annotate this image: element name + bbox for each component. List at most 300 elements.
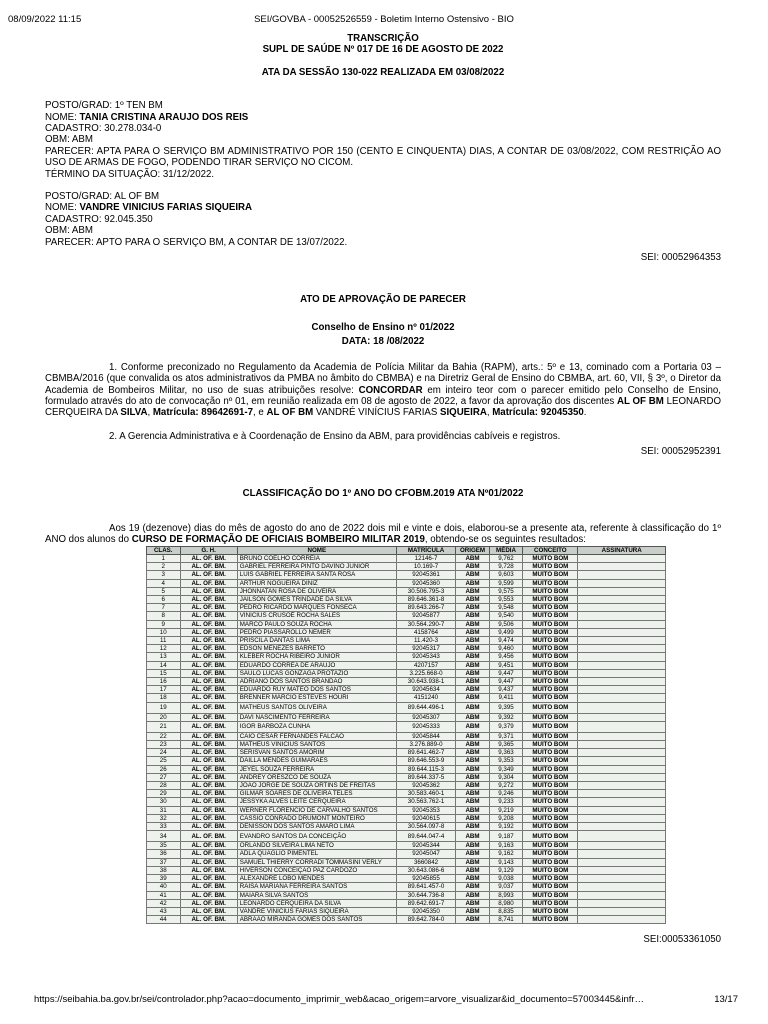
cell-media: 9,187	[489, 831, 523, 842]
cell-media: 9,728	[489, 563, 523, 571]
cell-gh: AL. OF. BM.	[180, 713, 237, 721]
p1-posto: POSTO/GRAD: 1º TEN BM	[45, 100, 163, 112]
cell-conceito: MUITO BOM	[523, 790, 578, 798]
cell-gh: AL. OF. BM.	[180, 883, 237, 891]
cell-origem: ABM	[456, 571, 490, 579]
cell-matricula: 30.643.938-1	[396, 678, 455, 686]
table-row	[147, 637, 666, 645]
cell-clas: 34	[147, 831, 181, 842]
cell-gh: AL. OF. BM.	[180, 850, 237, 858]
cell-media: 9,599	[489, 579, 523, 587]
cell-assinatura	[578, 790, 666, 798]
cell-clas: 9	[147, 620, 181, 628]
table-row	[147, 749, 666, 757]
cell-matricula: 89.646.553-9	[396, 757, 455, 765]
cell-clas: 43	[147, 907, 181, 915]
cell-assinatura	[578, 907, 666, 915]
cell-origem: ABM	[456, 883, 490, 891]
cell-conceito: MUITO BOM	[523, 721, 578, 732]
cell-clas: 39	[147, 875, 181, 883]
p2-obm: OBM: ABM	[45, 225, 93, 237]
p1-cadastro: CADASTRO: 30.278.034-0	[45, 123, 162, 135]
cell-assinatura	[578, 782, 666, 790]
cell-assinatura	[578, 653, 666, 661]
cell-media: 9,037	[489, 883, 523, 891]
cell-clas: 27	[147, 773, 181, 781]
cell-assinatura	[578, 814, 666, 822]
cell-nome: PEDRO RICARDO MARQUES FONSECA	[237, 604, 396, 612]
cell-conceito: MUITO BOM	[523, 686, 578, 694]
cell-gh: AL. OF. BM.	[180, 891, 237, 899]
cell-conceito: MUITO BOM	[523, 612, 578, 620]
cell-origem: ABM	[456, 686, 490, 694]
cell-assinatura	[578, 831, 666, 842]
cell-media: 9,143	[489, 858, 523, 866]
cell-gh: AL. OF. BM.	[180, 612, 237, 620]
cell-assinatura	[578, 571, 666, 579]
cell-nome: JOÃO JORGE DE SOUZA ORTINS DE FREITAS	[237, 782, 396, 790]
cell-clas: 30	[147, 798, 181, 806]
print-footer	[34, 994, 738, 1005]
cell-nome: ANDREY ORESZCO DE SOUZA	[237, 773, 396, 781]
col-media: MÉDIA	[489, 546, 523, 554]
cell-gh: AL. OF. BM.	[180, 628, 237, 636]
cell-conceito: MUITO BOM	[523, 694, 578, 702]
cell-conceito: MUITO BOM	[523, 702, 578, 713]
p2-parecer: PARECER: APTO PARA O SERVIÇO BM, A CONTAR DE 13/07/2022.	[45, 236, 348, 248]
cell-nome: MARCO PAULO SOUZA ROCHA	[237, 620, 396, 628]
cell-gh: AL. OF. BM.	[180, 907, 237, 915]
cell-origem: ABM	[456, 604, 490, 612]
cell-nome: DAILLA MENDES GUIMARAES	[237, 757, 396, 765]
classification-table	[146, 546, 666, 925]
cell-matricula: 4151240	[396, 694, 455, 702]
cell-matricula: 30.564.290-7	[396, 620, 455, 628]
cell-clas: 36	[147, 850, 181, 858]
cell-conceito: MUITO BOM	[523, 814, 578, 822]
cell-gh: AL. OF. BM.	[180, 757, 237, 765]
table-row	[147, 866, 666, 874]
cell-assinatura	[578, 628, 666, 636]
cell-nome: LEONARDO CERQUEIRA DA SILVA	[237, 899, 396, 907]
cell-gh: AL. OF. BM.	[180, 653, 237, 661]
cell-matricula: 89.644.115-3	[396, 765, 455, 773]
cell-media: 9,548	[489, 604, 523, 612]
cell-origem: ABM	[456, 790, 490, 798]
cell-gh: AL. OF. BM.	[180, 782, 237, 790]
cell-origem: ABM	[456, 721, 490, 732]
cell-gh: AL. OF. BM.	[180, 732, 237, 740]
cell-assinatura	[578, 713, 666, 721]
cell-conceito: MUITO BOM	[523, 571, 578, 579]
cell-matricula: 92045343	[396, 653, 455, 661]
table-row	[147, 850, 666, 858]
cell-media: 9,395	[489, 702, 523, 713]
cell-clas: 17	[147, 686, 181, 694]
cell-gh: AL. OF. BM.	[180, 773, 237, 781]
cell-conceito: MUITO BOM	[523, 806, 578, 814]
cell-assinatura	[578, 686, 666, 694]
cell-nome: JESSYKA ALVES LEITE CERQUEIRA	[237, 798, 396, 806]
cell-media: 9,219	[489, 806, 523, 814]
cell-matricula: 92045047	[396, 850, 455, 858]
cell-assinatura	[578, 883, 666, 891]
table-row	[147, 875, 666, 883]
cell-conceito: MUITO BOM	[523, 604, 578, 612]
cell-assinatura	[578, 554, 666, 562]
cell-nome: LUIS GABRIEL FERREIRA SANTA ROSA	[237, 571, 396, 579]
ata-heading: ATA DA SESSÃO 130-022 REALIZADA EM 03/08/2022	[261, 66, 505, 78]
cell-assinatura	[578, 620, 666, 628]
cell-conceito: MUITO BOM	[523, 858, 578, 866]
cell-assinatura	[578, 798, 666, 806]
cell-assinatura	[578, 773, 666, 781]
cell-assinatura	[578, 604, 666, 612]
cell-origem: ABM	[456, 875, 490, 883]
cell-assinatura	[578, 678, 666, 686]
cell-clas: 8	[147, 612, 181, 620]
table-row	[147, 831, 666, 842]
cell-clas: 44	[147, 916, 181, 924]
cell-origem: ABM	[456, 554, 490, 562]
cell-nome: ABRAÃO MIRANDA GOMES DOS SANTOS	[237, 916, 396, 924]
cell-origem: ABM	[456, 661, 490, 669]
cell-origem: ABM	[456, 713, 490, 721]
table-row	[147, 899, 666, 907]
cell-matricula: 89.644.337-5	[396, 773, 455, 781]
cell-nome: RAISA MARIANA FERREIRA SANTOS	[237, 883, 396, 891]
cell-media: 9,349	[489, 765, 523, 773]
p1-termino: TÉRMINO DA SITUAÇÃO: 31/12/2022.	[45, 168, 215, 180]
cell-gh: AL. OF. BM.	[180, 694, 237, 702]
cell-media: 9,540	[489, 612, 523, 620]
cell-assinatura	[578, 612, 666, 620]
cell-matricula: 92045855	[396, 875, 455, 883]
table-header-row	[147, 546, 666, 554]
print-url: https://seibahia.ba.gov.br/sei/controlador.php?acao=documento_imprimir_web&acao_origem=arvore_visualizar&id_documento=57003445&infr…	[34, 994, 645, 1005]
table-row	[147, 596, 666, 604]
cell-clas: 20	[147, 713, 181, 721]
cell-nome: CAIO CESAR FERNANDES FALCÃO	[237, 732, 396, 740]
table-row	[147, 757, 666, 765]
table-row	[147, 571, 666, 579]
cell-media: 9,038	[489, 875, 523, 883]
cell-matricula: 30.644.736-8	[396, 891, 455, 899]
cell-assinatura	[578, 694, 666, 702]
cell-nome: JAILSON GOMES TRINDADE DA SILVA	[237, 596, 396, 604]
table-row	[147, 653, 666, 661]
cell-conceito: MUITO BOM	[523, 842, 578, 850]
table-row	[147, 732, 666, 740]
cell-matricula: 92045333	[396, 721, 455, 732]
table-row	[147, 604, 666, 612]
cell-gh: AL. OF. BM.	[180, 554, 237, 562]
cell-clas: 35	[147, 842, 181, 850]
cell-conceito: MUITO BOM	[523, 907, 578, 915]
cell-nome: SERISVAN SANTOS AMORIM	[237, 749, 396, 757]
cell-conceito: MUITO BOM	[523, 782, 578, 790]
cell-nome: ARTHUR NOGUEIRA DINIZ	[237, 579, 396, 587]
cell-clas: 3	[147, 571, 181, 579]
cell-matricula: 12146-7	[396, 554, 455, 562]
table-row	[147, 587, 666, 595]
col-origem: ORIGEM	[456, 546, 490, 554]
cell-nome: KLEBER ROCHA RIBEIRO JUNIOR	[237, 653, 396, 661]
cell-clas: 13	[147, 653, 181, 661]
table-row	[147, 713, 666, 721]
cell-assinatura	[578, 587, 666, 595]
table-row	[147, 907, 666, 915]
cell-matricula: 3.225.668-0	[396, 669, 455, 677]
cell-assinatura	[578, 757, 666, 765]
table-row	[147, 883, 666, 891]
cell-matricula: 89.644.047-4	[396, 831, 455, 842]
cell-nome: SAMUEL THIERRY CORRADI TOMMASINI VERLY	[237, 858, 396, 866]
cell-assinatura	[578, 875, 666, 883]
cell-origem: ABM	[456, 866, 490, 874]
cell-clas: 10	[147, 628, 181, 636]
cell-matricula: 4207157	[396, 661, 455, 669]
cell-nome: JEYEL SOUZA FERREIRA	[237, 765, 396, 773]
transcricao-heading: TRANSCRIÇÃO	[347, 33, 419, 44]
cell-conceito: MUITO BOM	[523, 563, 578, 571]
table-row	[147, 741, 666, 749]
cell-gh: AL. OF. BM.	[180, 916, 237, 924]
cell-nome: SAULO LUCAS GONZAGA PROTAZIO	[237, 669, 396, 677]
cell-nome: HIVERSON CONCEIÇÃO PAZ CARDOZO	[237, 866, 396, 874]
cell-conceito: MUITO BOM	[523, 831, 578, 842]
ato-heading: ATO DE APROVAÇÃO DE PARECER	[300, 293, 466, 305]
cell-conceito: MUITO BOM	[523, 669, 578, 677]
cell-gh: AL. OF. BM.	[180, 669, 237, 677]
cell-origem: ABM	[456, 757, 490, 765]
cell-clas: 38	[147, 866, 181, 874]
cell-conceito: MUITO BOM	[523, 773, 578, 781]
table-row	[147, 823, 666, 831]
cell-clas: 37	[147, 858, 181, 866]
ato-paragraph-1: 1. Conforme preconizado no Regulamento da Academia de Polícia Militar da Bahia (RAPM), arts.: 5º e 13, cominado com a Portaria 03 – CBMBA/2016 (que convalida os atos administrativos da PMBA no âmbito do CBMBA) e na Diretriz Geral de Ensino do CBMBA, art. 60, VII, § 3º, o Diretor da Academia de Bombeiros Militar, no uso de suas atribuições resolve: CONCORDAR em inteiro teor com o parecer emitido pelo Conselho de Ensino, formulado através do ato de convocação nº 01, em reunião realizada em 08 de agosto de 2022, a favor da aprovação dos discentes AL OF BM LEONARDO CERQUEIRA DA SILVA, Matrícula: 89642691-7, e AL OF BM VANDRÉ VINÍCIUS FARIAS SIQUEIRA, Matrícula: 92045350.	[45, 361, 721, 419]
cell-conceito: MUITO BOM	[523, 587, 578, 595]
table-row	[147, 765, 666, 773]
cell-conceito: MUITO BOM	[523, 798, 578, 806]
cell-nome: EVANDRO SANTOS DA CONCEIÇÃO	[237, 831, 396, 842]
cell-gh: AL. OF. BM.	[180, 571, 237, 579]
cell-matricula: 30.643.086-6	[396, 866, 455, 874]
data-heading: DATA: 18 /08/2022	[341, 336, 425, 348]
cell-clas: 21	[147, 721, 181, 732]
cell-media: 9,456	[489, 653, 523, 661]
p2-cadastro: CADASTRO: 92.045.350	[45, 213, 153, 225]
cell-conceito: MUITO BOM	[523, 850, 578, 858]
sei-number-1: SEI: 00052964353	[640, 252, 721, 264]
cell-conceito: MUITO BOM	[523, 875, 578, 883]
cell-assinatura	[578, 850, 666, 858]
cell-clas: 5	[147, 587, 181, 595]
cell-clas: 4	[147, 579, 181, 587]
cell-nome: ORLANDO SILVEIRA LIMA NETO	[237, 842, 396, 850]
cell-matricula: 92045353	[396, 806, 455, 814]
cell-clas: 31	[147, 806, 181, 814]
cell-nome: PRISCILA DANTAS LIMA	[237, 637, 396, 645]
cell-clas: 29	[147, 790, 181, 798]
cell-media: 9,575	[489, 587, 523, 595]
cell-assinatura	[578, 858, 666, 866]
cell-gh: AL. OF. BM.	[180, 790, 237, 798]
cell-clas: 6	[147, 596, 181, 604]
cell-nome: DAVI NASCIMENTO FERREIRA	[237, 713, 396, 721]
cell-media: 9,460	[489, 645, 523, 653]
cell-origem: ABM	[456, 814, 490, 822]
p2-nome: NOME: VANDRE VINICIUS FARIAS SIQUEIRA	[45, 202, 253, 214]
cell-conceito: MUITO BOM	[523, 891, 578, 899]
cell-media: 9,437	[489, 686, 523, 694]
cell-assinatura	[578, 579, 666, 587]
cell-media: 9,762	[489, 554, 523, 562]
cell-nome: EDSON MENEZES BARRETO	[237, 645, 396, 653]
cell-assinatura	[578, 823, 666, 831]
p1-nome: NOME: TANIA CRISTINA ARAUJO DOS REIS	[45, 111, 249, 123]
cell-conceito: MUITO BOM	[523, 823, 578, 831]
cell-matricula: 30.506.795-3	[396, 587, 455, 595]
cell-clas: 25	[147, 757, 181, 765]
cell-matricula: 92045344	[396, 842, 455, 850]
table-row	[147, 790, 666, 798]
cell-assinatura	[578, 661, 666, 669]
cell-media: 9,162	[489, 850, 523, 858]
table-row	[147, 702, 666, 713]
cell-clas: 41	[147, 891, 181, 899]
cell-clas: 24	[147, 749, 181, 757]
cell-conceito: MUITO BOM	[523, 757, 578, 765]
cell-media: 9,474	[489, 637, 523, 645]
col-gh: G. H.	[180, 546, 237, 554]
table-row	[147, 612, 666, 620]
col-assinatura: ASSINATURA	[578, 546, 666, 554]
cell-nome: BRENNER MARCIO ESTEVES HOURI	[237, 694, 396, 702]
col-clas: CLAS.	[147, 546, 181, 554]
cell-clas: 12	[147, 645, 181, 653]
cell-origem: ABM	[456, 831, 490, 842]
cell-assinatura	[578, 732, 666, 740]
cell-media: 9,411	[489, 694, 523, 702]
cell-media: 9,365	[489, 741, 523, 749]
cell-conceito: MUITO BOM	[523, 645, 578, 653]
cell-assinatura	[578, 702, 666, 713]
cell-assinatura	[578, 669, 666, 677]
table-row	[147, 891, 666, 899]
cell-gh: AL. OF. BM.	[180, 866, 237, 874]
cell-matricula: 89.642.784-0	[396, 916, 455, 924]
cell-conceito: MUITO BOM	[523, 554, 578, 562]
cell-clas: 1	[147, 554, 181, 562]
cell-assinatura	[578, 891, 666, 899]
cell-matricula: 92045307	[396, 713, 455, 721]
table-row	[147, 686, 666, 694]
cell-origem: ABM	[456, 823, 490, 831]
cell-assinatura	[578, 596, 666, 604]
p2-posto: POSTO/GRAD: AL OF BM	[45, 191, 160, 203]
cell-origem: ABM	[456, 678, 490, 686]
cell-matricula: 92045634	[396, 686, 455, 694]
cell-origem: ABM	[456, 891, 490, 899]
cell-gh: AL. OF. BM.	[180, 661, 237, 669]
cell-matricula: 89.643.266-7	[396, 604, 455, 612]
cell-origem: ABM	[456, 637, 490, 645]
cell-gh: AL. OF. BM.	[180, 620, 237, 628]
table-row	[147, 773, 666, 781]
col-conceito: CONCEITO	[523, 546, 578, 554]
cell-assinatura	[578, 749, 666, 757]
cell-gh: AL. OF. BM.	[180, 798, 237, 806]
cell-conceito: MUITO BOM	[523, 596, 578, 604]
cell-conceito: MUITO BOM	[523, 637, 578, 645]
cell-conceito: MUITO BOM	[523, 579, 578, 587]
cell-nome: GABRIEL FERREIRA PINTO DAVINO JUNIOR	[237, 563, 396, 571]
cell-matricula: 89.644.496-1	[396, 702, 455, 713]
cell-origem: ABM	[456, 858, 490, 866]
cell-matricula: 92045360	[396, 579, 455, 587]
cell-conceito: MUITO BOM	[523, 620, 578, 628]
cell-media: 9,553	[489, 596, 523, 604]
page-number: 13/17	[714, 994, 738, 1005]
document-body	[45, 33, 721, 946]
cell-nome: PEDRO PIASSAROLLO NEMER	[237, 628, 396, 636]
cell-gh: AL. OF. BM.	[180, 579, 237, 587]
cell-origem: ABM	[456, 612, 490, 620]
cell-clas: 16	[147, 678, 181, 686]
cell-media: 9,163	[489, 842, 523, 850]
col-matricula: MATRÍCULA	[396, 546, 455, 554]
table-row	[147, 628, 666, 636]
cell-assinatura	[578, 806, 666, 814]
cell-media: 9,304	[489, 773, 523, 781]
cell-gh: AL. OF. BM.	[180, 858, 237, 866]
p1-obm: OBM: ABM	[45, 134, 93, 146]
cell-nome: VANDRE VINICIUS FARIAS SIQUEIRA	[237, 907, 396, 915]
cell-origem: ABM	[456, 899, 490, 907]
cell-origem: ABM	[456, 645, 490, 653]
cell-gh: AL. OF. BM.	[180, 814, 237, 822]
cell-media: 9,379	[489, 721, 523, 732]
cell-gh: AL. OF. BM.	[180, 637, 237, 645]
cell-nome: GILMAR SOARES DE OLIVEIRA TELES	[237, 790, 396, 798]
cell-origem: ABM	[456, 587, 490, 595]
print-datetime: 08/09/2022 11:15	[8, 14, 82, 25]
cell-conceito: MUITO BOM	[523, 916, 578, 924]
cell-matricula: 30.564.097-8	[396, 823, 455, 831]
cell-gh: AL. OF. BM.	[180, 587, 237, 595]
cell-media: 9,371	[489, 732, 523, 740]
cell-gh: AL. OF. BM.	[180, 645, 237, 653]
cell-origem: ABM	[456, 916, 490, 924]
table-row	[147, 579, 666, 587]
cell-gh: AL. OF. BM.	[180, 721, 237, 732]
cell-matricula: 89.641.462-7	[396, 749, 455, 757]
cell-matricula: 11.420-3	[396, 637, 455, 645]
cell-origem: ABM	[456, 782, 490, 790]
cell-media: 9,392	[489, 713, 523, 721]
cell-matricula: 92045350	[396, 907, 455, 915]
table-row	[147, 806, 666, 814]
cell-matricula: 89.646.361-8	[396, 596, 455, 604]
cell-media: 9,603	[489, 571, 523, 579]
cell-origem: ABM	[456, 765, 490, 773]
cell-origem: ABM	[456, 628, 490, 636]
cell-origem: ABM	[456, 702, 490, 713]
cell-nome: VINICIUS CRUSOÉ ROCHA SALES	[237, 612, 396, 620]
cell-conceito: MUITO BOM	[523, 883, 578, 891]
table-row	[147, 645, 666, 653]
